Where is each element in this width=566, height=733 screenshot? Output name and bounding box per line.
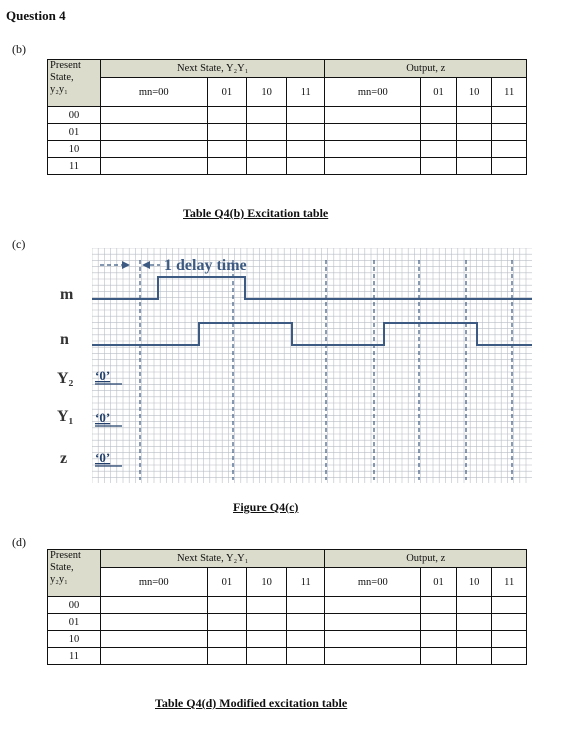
excitation-table	[47, 59, 527, 175]
table-row: 00	[48, 597, 527, 614]
col-header: 11	[492, 568, 527, 597]
col-header: 01	[421, 78, 457, 107]
signal-label-y2: Y₂	[57, 370, 74, 387]
present-state-header: Present State, y₂y₁	[48, 60, 101, 107]
col-header: 11	[287, 78, 325, 107]
col-header: 10	[247, 78, 287, 107]
output-header: Output, z	[325, 60, 527, 78]
table-b-caption: Table Q4(b) Excitation table	[183, 206, 329, 220]
col-header: mn=00	[325, 78, 421, 107]
col-header: 01	[207, 568, 247, 597]
table-row: 00	[48, 107, 527, 124]
table-row: 01	[48, 124, 527, 141]
col-header: 10	[456, 568, 492, 597]
part-b-label: (b)	[12, 42, 26, 56]
delay-annotation: 1 delay time	[164, 257, 247, 274]
signal-label-n: n	[60, 331, 69, 348]
col-header: 01	[207, 78, 247, 107]
table-row: 01	[48, 614, 527, 631]
table-row: 11	[48, 648, 527, 665]
next-state-header: Next State, Y₂Y₁	[101, 60, 325, 78]
initial-value-y1: ‘0’	[95, 410, 111, 425]
clock-lines	[100, 260, 512, 480]
col-header: 11	[287, 568, 325, 597]
col-header: mn=00	[101, 568, 208, 597]
arrow-left-icon	[142, 261, 150, 269]
figure-c-caption: Figure Q4(c)	[233, 500, 299, 514]
signal-label-z: z	[60, 450, 68, 467]
arrow-right-icon	[122, 261, 130, 269]
initial-value-z: ‘0’	[95, 450, 111, 465]
table-row: 11	[48, 158, 527, 175]
part-c-label: (c)	[12, 237, 26, 251]
table-d-caption: Table Q4(d) Modified excitation table	[155, 696, 348, 710]
col-header: mn=00	[101, 78, 208, 107]
signal-label-y1: Y₁	[57, 408, 74, 425]
col-header: 01	[421, 568, 457, 597]
col-header: mn=00	[325, 568, 421, 597]
part-d-label: (d)	[12, 535, 26, 549]
output-header: Output, z	[325, 550, 527, 568]
col-header: 10	[247, 568, 287, 597]
signal-label-m: m	[60, 286, 74, 303]
table-row: 10	[48, 141, 527, 158]
col-header: 11	[492, 78, 527, 107]
initial-value-y2: ‘0’	[95, 368, 111, 383]
table-row: 10	[48, 631, 527, 648]
modified-excitation-table	[47, 549, 527, 665]
col-header: 10	[456, 78, 492, 107]
question-title: Question 4	[6, 8, 66, 23]
timing-diagram	[92, 248, 532, 483]
next-state-header: Next State, Y₂Y₁	[101, 550, 325, 568]
present-state-header: Present State, y₂y₁	[48, 550, 101, 597]
